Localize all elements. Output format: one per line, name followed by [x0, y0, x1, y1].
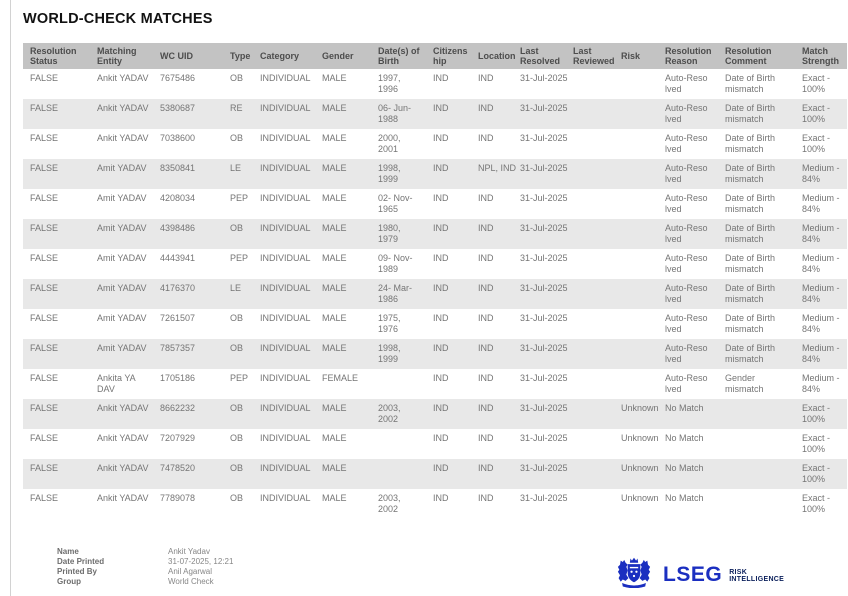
cell-resolution-reason: Auto-Reso lved — [665, 283, 708, 304]
cell-matching-entity: Ankit YADAV — [97, 463, 149, 473]
cell-resolution-status: FALSE — [30, 403, 59, 413]
cell-citizenship: IND — [433, 193, 449, 203]
cell-resolution-reason: Auto-Reso lved — [665, 223, 708, 244]
cell-type: OB — [230, 403, 244, 413]
cell-resolution-status: FALSE — [30, 223, 59, 233]
cell-date-of-birth: 1980, 1979 — [378, 223, 401, 244]
cell-last-resolved: 31-Jul-2025 — [520, 223, 568, 233]
cell-resolution-reason: Auto-Reso lved — [665, 373, 708, 394]
cell-risk — [614, 369, 658, 399]
cell-last-reviewed — [566, 399, 614, 429]
cell-last-resolved: 31-Jul-2025 — [520, 73, 568, 83]
column-header-location: Location — [471, 43, 513, 69]
cell-resolution-status: FALSE — [30, 73, 59, 83]
cell-last-resolved: 31-Jul-2025 — [520, 403, 568, 413]
cell-last-reviewed — [566, 369, 614, 399]
cell-last-reviewed — [566, 429, 614, 459]
table-row — [23, 159, 847, 189]
table-row — [23, 339, 847, 369]
cell-type: LE — [230, 163, 242, 173]
cell-resolution-comment: Date of Birth mismatch — [725, 223, 776, 244]
cell-wc-uid: 7789078 — [160, 493, 196, 503]
cell-match-strength: Medium - 84% — [802, 343, 840, 364]
cell-resolution-status: FALSE — [30, 463, 59, 473]
table-row — [23, 489, 847, 519]
cell-resolution-status: FALSE — [30, 313, 59, 323]
cell-gender: MALE — [322, 193, 347, 203]
cell-last-reviewed — [566, 339, 614, 369]
cell-last-resolved: 31-Jul-2025 — [520, 343, 568, 353]
cell-citizenship: IND — [433, 133, 449, 143]
cell-location: IND — [478, 133, 494, 143]
footer-meta — [57, 547, 233, 587]
cell-date-of-birth: 1975, 1976 — [378, 313, 401, 334]
lseg-tagline — [729, 569, 784, 584]
cell-type: OB — [230, 433, 244, 443]
page-edge-line — [10, 0, 11, 596]
cell-last-reviewed — [566, 309, 614, 339]
column-header-citizenship: Citizens hip — [426, 43, 471, 69]
cell-gender: MALE — [322, 433, 347, 443]
table-row — [23, 399, 847, 429]
cell-resolution-comment — [718, 429, 795, 459]
column-header-resolution-reason: Resolution Reason — [658, 43, 718, 69]
cell-matching-entity: Ankit YADAV — [97, 133, 149, 143]
cell-type: PEP — [230, 253, 249, 263]
table-row — [23, 69, 847, 99]
cell-match-strength: Medium - 84% — [802, 163, 840, 184]
cell-location: IND — [478, 373, 494, 383]
cell-matching-entity: Amit YADAV — [97, 283, 147, 293]
cell-gender: MALE — [322, 73, 347, 83]
cell-location: NPL, IND — [478, 163, 517, 173]
cell-citizenship: IND — [433, 403, 449, 413]
cell-location: IND — [478, 253, 494, 263]
cell-last-resolved: 31-Jul-2025 — [520, 463, 568, 473]
column-header-resolution-status: Resolution Status — [23, 43, 90, 69]
cell-risk — [614, 339, 658, 369]
cell-last-reviewed — [566, 459, 614, 489]
cell-last-resolved: 31-Jul-2025 — [520, 253, 568, 263]
page-title: WORLD-CHECK MATCHES — [23, 11, 213, 27]
cell-category: INDIVIDUAL — [260, 283, 311, 293]
cell-last-reviewed — [566, 69, 614, 99]
meta-value: World Check — [168, 577, 214, 586]
cell-last-resolved: 31-Jul-2025 — [520, 163, 568, 173]
cell-date-of-birth: 2003, 2002 — [378, 493, 401, 514]
meta-label: Name — [57, 547, 79, 556]
cell-category: INDIVIDUAL — [260, 343, 311, 353]
cell-risk: Unknown — [621, 403, 659, 413]
column-header-category: Category — [253, 43, 315, 69]
cell-match-strength: Exact - 100% — [802, 73, 831, 94]
header-row — [23, 43, 847, 69]
cell-wc-uid: 5380687 — [160, 103, 196, 113]
cell-risk: Unknown — [621, 463, 659, 473]
cell-last-reviewed — [566, 489, 614, 519]
cell-citizenship: IND — [433, 433, 449, 443]
cell-category: INDIVIDUAL — [260, 463, 311, 473]
cell-last-reviewed — [566, 159, 614, 189]
tagline-line-2: INTELLIGENCE — [729, 576, 785, 583]
cell-matching-entity: Amit YADAV — [97, 253, 147, 263]
table-row — [23, 129, 847, 159]
table-row — [23, 429, 847, 459]
table-row — [23, 99, 847, 129]
cell-location: IND — [478, 103, 494, 113]
cell-wc-uid: 1705186 — [160, 373, 196, 383]
cell-wc-uid: 7675486 — [160, 73, 196, 83]
cell-resolution-status: FALSE — [30, 193, 59, 203]
cell-resolution-comment: Date of Birth mismatch — [725, 73, 776, 94]
cell-type: PEP — [230, 373, 249, 383]
cell-category: INDIVIDUAL — [260, 253, 311, 263]
cell-location: IND — [478, 493, 494, 503]
cell-resolution-comment: Date of Birth mismatch — [725, 103, 776, 124]
cell-category: INDIVIDUAL — [260, 73, 311, 83]
world-check-matches-table — [23, 43, 847, 519]
cell-type: OB — [230, 343, 244, 353]
cell-resolution-status: FALSE — [30, 283, 59, 293]
meta-value: Ankit Yadav — [168, 547, 210, 556]
cell-gender: MALE — [322, 403, 347, 413]
cell-wc-uid: 8662232 — [160, 403, 196, 413]
cell-resolution-reason: No Match — [665, 433, 704, 443]
cell-location: IND — [478, 193, 494, 203]
cell-matching-entity: Ankita YA DAV — [97, 373, 136, 394]
cell-date-of-birth: 02- Nov-1965 — [378, 193, 413, 214]
cell-risk — [614, 129, 658, 159]
cell-last-reviewed — [566, 249, 614, 279]
cell-last-resolved: 31-Jul-2025 — [520, 373, 568, 383]
column-header-resolution-comment: Resolution Comment — [718, 43, 795, 69]
cell-risk — [614, 99, 658, 129]
cell-citizenship: IND — [433, 343, 449, 353]
cell-matching-entity: Ankit YADAV — [97, 403, 149, 413]
cell-gender: MALE — [322, 283, 347, 293]
cell-last-resolved: 31-Jul-2025 — [520, 313, 568, 323]
cell-matching-entity: Ankit YADAV — [97, 433, 149, 443]
lseg-logo — [613, 557, 784, 593]
column-header-risk: Risk — [614, 43, 658, 69]
cell-match-strength: Medium - 84% — [802, 313, 840, 334]
cell-citizenship: IND — [433, 253, 449, 263]
cell-resolution-reason: Auto-Reso lved — [665, 253, 708, 274]
column-header-type: Type — [223, 43, 253, 69]
column-header-matching-entity: Matching Entity — [90, 43, 153, 69]
cell-last-resolved: 31-Jul-2025 — [520, 103, 568, 113]
cell-risk — [614, 69, 658, 99]
table-row — [23, 459, 847, 489]
cell-citizenship: IND — [433, 163, 449, 173]
cell-last-resolved: 31-Jul-2025 — [520, 433, 568, 443]
cell-last-resolved: 31-Jul-2025 — [520, 133, 568, 143]
cell-match-strength: Exact - 100% — [802, 493, 831, 514]
cell-gender: MALE — [322, 493, 347, 503]
cell-resolution-reason: No Match — [665, 463, 704, 473]
cell-wc-uid: 7207929 — [160, 433, 196, 443]
cell-date-of-birth: 1997, 1996 — [378, 73, 401, 94]
cell-last-resolved: 31-Jul-2025 — [520, 493, 568, 503]
cell-risk — [614, 219, 658, 249]
cell-matching-entity: Amit YADAV — [97, 163, 147, 173]
cell-wc-uid: 7478520 — [160, 463, 196, 473]
cell-resolution-reason: No Match — [665, 403, 704, 413]
table-row — [23, 309, 847, 339]
cell-resolution-reason: Auto-Reso lved — [665, 103, 708, 124]
column-header-date-of-birth: Date(s) of Birth — [371, 43, 426, 69]
cell-resolution-comment — [718, 489, 795, 519]
cell-citizenship: IND — [433, 493, 449, 503]
cell-resolution-status: FALSE — [30, 133, 59, 143]
column-header-last-reviewed: Last Reviewed — [566, 43, 614, 69]
cell-last-reviewed — [566, 279, 614, 309]
cell-category: INDIVIDUAL — [260, 373, 311, 383]
cell-risk — [614, 249, 658, 279]
cell-location: IND — [478, 343, 494, 353]
cell-resolution-comment: Date of Birth mismatch — [725, 313, 776, 334]
table-row — [23, 249, 847, 279]
cell-gender: MALE — [322, 313, 347, 323]
cell-risk — [614, 279, 658, 309]
cell-date-of-birth — [371, 429, 426, 459]
cell-date-of-birth: 1998, 1999 — [378, 343, 401, 364]
meta-label: Date Printed — [57, 557, 105, 566]
cell-citizenship: IND — [433, 103, 449, 113]
tagline-line-1: RISK — [729, 568, 748, 576]
cell-risk — [614, 159, 658, 189]
cell-resolution-reason: Auto-Reso lved — [665, 163, 708, 184]
cell-type: PEP — [230, 193, 249, 203]
cell-resolution-reason: Auto-Reso lved — [665, 343, 708, 364]
cell-location: IND — [478, 223, 494, 233]
cell-gender: MALE — [322, 463, 347, 473]
cell-resolution-comment: Gender mismatch — [725, 373, 764, 394]
cell-date-of-birth: 06- Jun-1988 — [378, 103, 412, 124]
cell-resolution-comment: Date of Birth mismatch — [725, 253, 776, 274]
table-row — [23, 219, 847, 249]
cell-match-strength: Medium - 84% — [802, 193, 840, 214]
cell-gender: MALE — [322, 163, 347, 173]
cell-matching-entity: Amit YADAV — [97, 313, 147, 323]
lseg-wordmark: LSEG — [663, 563, 723, 586]
cell-matching-entity: Amit YADAV — [97, 343, 147, 353]
cell-resolution-status: FALSE — [30, 163, 59, 173]
cell-category: INDIVIDUAL — [260, 493, 311, 503]
cell-last-resolved: 31-Jul-2025 — [520, 193, 568, 203]
cell-resolution-reason: Auto-Reso lved — [665, 133, 708, 154]
cell-match-strength: Exact - 100% — [802, 103, 831, 124]
cell-type: OB — [230, 493, 244, 503]
cell-risk — [614, 189, 658, 219]
cell-date-of-birth — [371, 369, 426, 399]
table-row — [23, 189, 847, 219]
cell-location: IND — [478, 73, 494, 83]
cell-resolution-comment: Date of Birth mismatch — [725, 343, 776, 364]
cell-resolution-status: FALSE — [30, 253, 59, 263]
table-row — [23, 369, 847, 399]
cell-resolution-status: FALSE — [30, 103, 59, 113]
cell-risk: Unknown — [621, 493, 659, 503]
cell-last-reviewed — [566, 189, 614, 219]
meta-row-printed-by — [57, 567, 233, 577]
cell-gender: MALE — [322, 343, 347, 353]
cell-matching-entity: Amit YADAV — [97, 223, 147, 233]
cell-wc-uid: 4176370 — [160, 283, 196, 293]
meta-value: Anil Agarwal — [168, 567, 213, 576]
cell-category: INDIVIDUAL — [260, 433, 311, 443]
cell-gender: MALE — [322, 133, 347, 143]
cell-date-of-birth: 2003, 2002 — [378, 403, 401, 424]
cell-resolution-reason: Auto-Reso lved — [665, 313, 708, 334]
cell-last-resolved: 31-Jul-2025 — [520, 283, 568, 293]
cell-match-strength: Medium - 84% — [802, 373, 840, 394]
cell-resolution-comment: Date of Birth mismatch — [725, 163, 776, 184]
cell-date-of-birth: 24- Mar-1986 — [378, 283, 413, 304]
lseg-crest-icon — [613, 557, 655, 593]
cell-match-strength: Medium - 84% — [802, 223, 840, 244]
cell-location: IND — [478, 463, 494, 473]
cell-resolution-comment — [718, 459, 795, 489]
column-header-match-strength: Match Strength — [795, 43, 847, 69]
cell-resolution-reason: Auto-Reso lved — [665, 73, 708, 94]
cell-wc-uid: 7261507 — [160, 313, 196, 323]
cell-type: OB — [230, 463, 244, 473]
cell-wc-uid: 8350841 — [160, 163, 196, 173]
cell-wc-uid: 7857357 — [160, 343, 196, 353]
cell-category: INDIVIDUAL — [260, 403, 311, 413]
meta-row-group — [57, 577, 233, 587]
cell-matching-entity: Ankit YADAV — [97, 103, 149, 113]
cell-date-of-birth — [371, 459, 426, 489]
cell-citizenship: IND — [433, 223, 449, 233]
cell-match-strength: Exact - 100% — [802, 433, 831, 454]
cell-resolution-comment: Date of Birth mismatch — [725, 133, 776, 154]
cell-resolution-status: FALSE — [30, 343, 59, 353]
table-body — [23, 69, 847, 519]
cell-gender: MALE — [322, 253, 347, 263]
cell-resolution-comment — [718, 399, 795, 429]
cell-wc-uid: 4443941 — [160, 253, 196, 263]
cell-gender: MALE — [322, 103, 347, 113]
column-header-gender: Gender — [315, 43, 371, 69]
cell-matching-entity: Ankit YADAV — [97, 73, 149, 83]
meta-row-name — [57, 547, 233, 557]
cell-match-strength: Exact - 100% — [802, 133, 831, 154]
cell-wc-uid: 7038600 — [160, 133, 196, 143]
cell-location: IND — [478, 313, 494, 323]
cell-match-strength: Medium - 84% — [802, 283, 840, 304]
cell-category: INDIVIDUAL — [260, 103, 311, 113]
cell-match-strength: Exact - 100% — [802, 463, 831, 484]
cell-location: IND — [478, 403, 494, 413]
cell-type: OB — [230, 133, 244, 143]
cell-category: INDIVIDUAL — [260, 193, 311, 203]
cell-resolution-reason: Auto-Reso lved — [665, 193, 708, 214]
cell-type: LE — [230, 283, 242, 293]
meta-value: 31-07-2025, 12:21 — [168, 557, 234, 566]
cell-resolution-status: FALSE — [30, 493, 59, 503]
cell-type: OB — [230, 313, 244, 323]
cell-citizenship: IND — [433, 73, 449, 83]
cell-type: OB — [230, 223, 244, 233]
cell-risk: Unknown — [621, 433, 659, 443]
cell-matching-entity: Amit YADAV — [97, 193, 147, 203]
cell-date-of-birth: 2000, 2001 — [378, 133, 401, 154]
meta-row-date-printed — [57, 557, 233, 567]
cell-last-reviewed — [566, 219, 614, 249]
cell-citizenship: IND — [433, 463, 449, 473]
cell-category: INDIVIDUAL — [260, 223, 311, 233]
cell-matching-entity: Ankit YADAV — [97, 493, 149, 503]
cell-citizenship: IND — [433, 313, 449, 323]
cell-match-strength: Exact - 100% — [802, 403, 831, 424]
cell-citizenship: IND — [433, 283, 449, 293]
cell-category: INDIVIDUAL — [260, 313, 311, 323]
cell-last-reviewed — [566, 129, 614, 159]
cell-gender: FEMALE — [322, 373, 359, 383]
cell-type: OB — [230, 73, 244, 83]
cell-wc-uid: 4208034 — [160, 193, 196, 203]
cell-type: RE — [230, 103, 243, 113]
cell-risk — [614, 309, 658, 339]
column-header-last-resolved: Last Resolved — [513, 43, 566, 69]
cell-category: INDIVIDUAL — [260, 163, 311, 173]
cell-resolution-comment: Date of Birth mismatch — [725, 283, 776, 304]
cell-citizenship: IND — [433, 373, 449, 383]
cell-date-of-birth: 1998, 1999 — [378, 163, 401, 184]
cell-location: IND — [478, 433, 494, 443]
cell-wc-uid: 4398486 — [160, 223, 196, 233]
column-header-wc-uid: WC UID — [153, 43, 223, 69]
cell-resolution-reason: No Match — [665, 493, 704, 503]
meta-label: Printed By — [57, 567, 98, 576]
table-row — [23, 279, 847, 309]
cell-date-of-birth: 09- Nov-1989 — [378, 253, 413, 274]
cell-category: INDIVIDUAL — [260, 133, 311, 143]
cell-location: IND — [478, 283, 494, 293]
meta-label: Group — [57, 577, 81, 586]
cell-last-reviewed — [566, 99, 614, 129]
cell-resolution-status: FALSE — [30, 373, 59, 383]
cell-gender: MALE — [322, 223, 347, 233]
cell-resolution-status: FALSE — [30, 433, 59, 443]
cell-match-strength: Medium - 84% — [802, 253, 840, 274]
cell-resolution-comment: Date of Birth mismatch — [725, 193, 776, 214]
